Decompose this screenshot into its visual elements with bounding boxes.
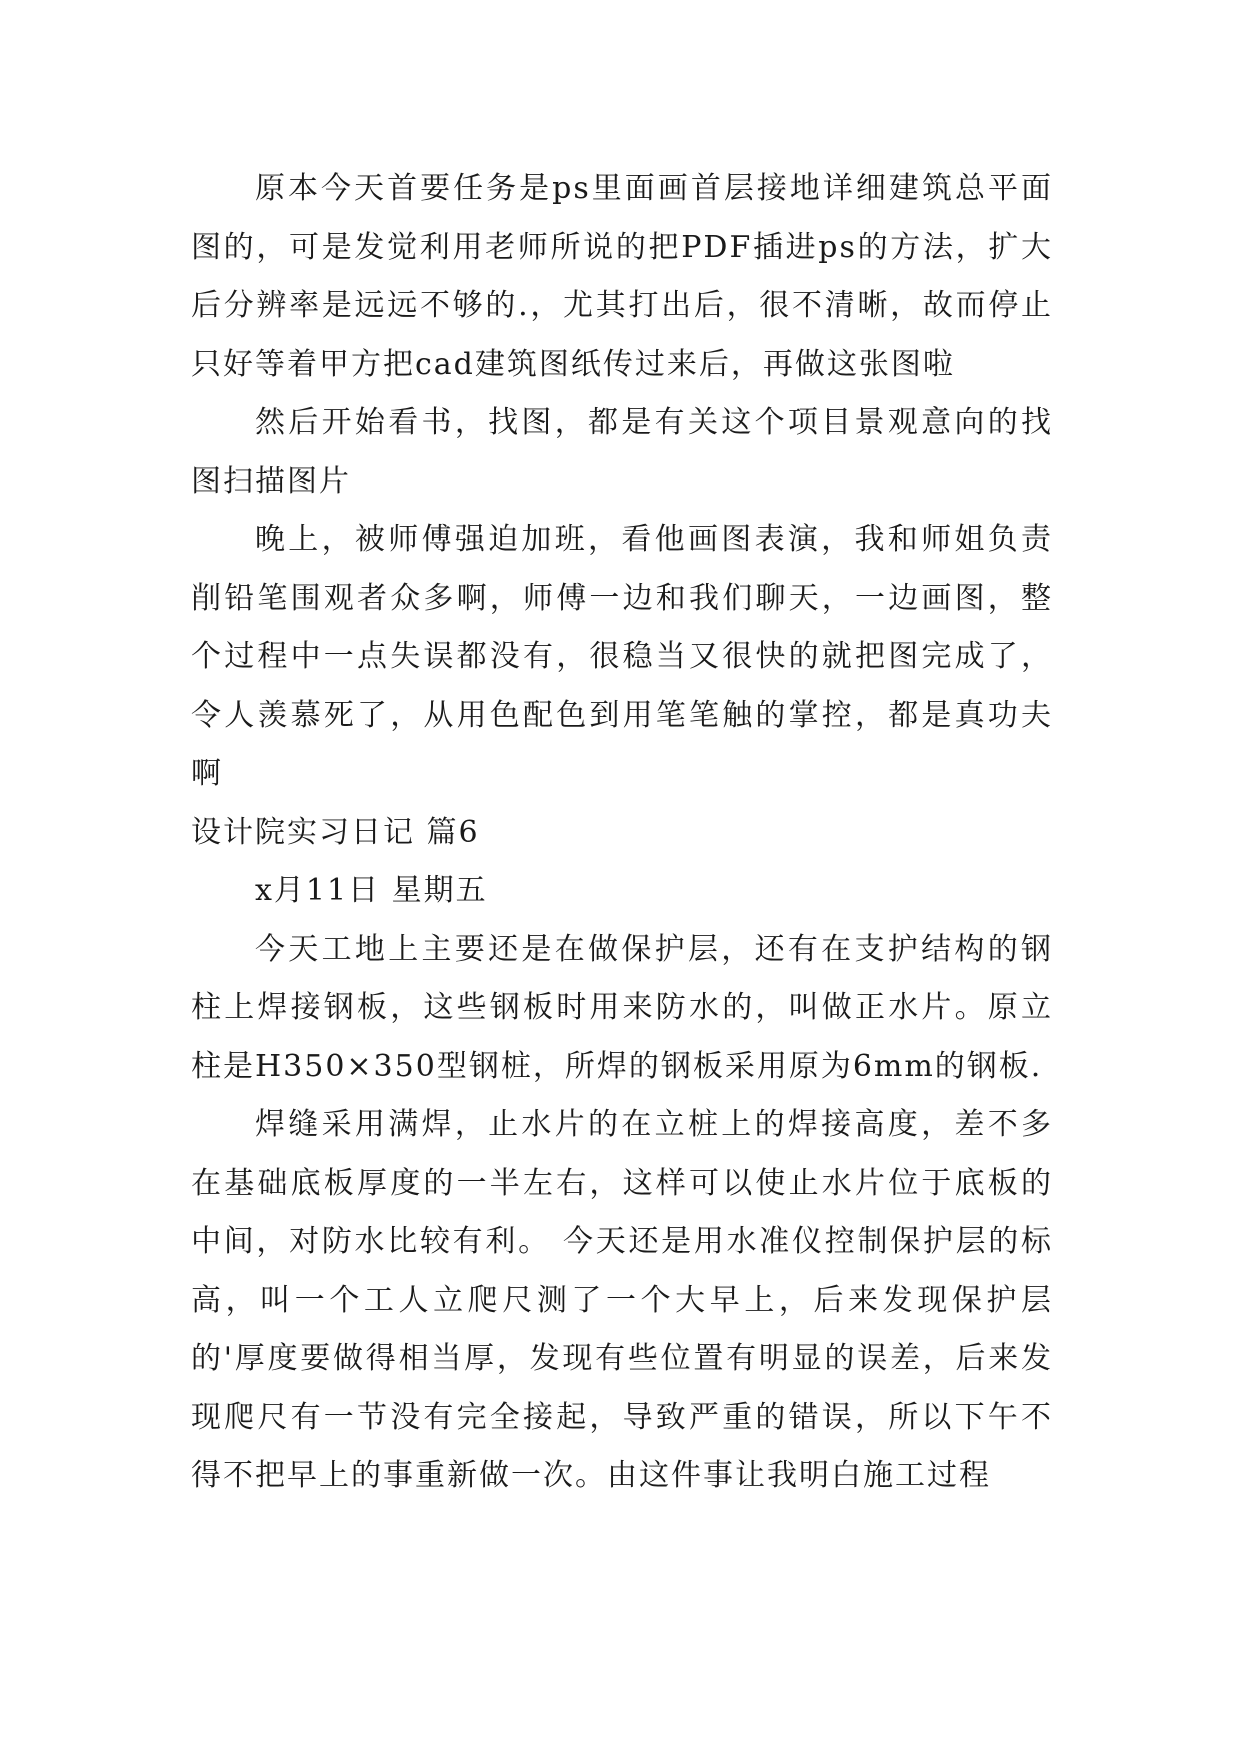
paragraph-reading: 然后开始看书，找图，都是有关这个项目景观意向的找图扫描图片 [191, 405, 1053, 499]
document-body [191, 160, 1053, 1506]
paragraph-welding: 焊缝采用满焊，止水片的在立桩上的焊接高度，差不多在基础底板厚度的一半左右，这样可以使止水片位于底板的中间，对防水比较有利。 今天还是用水准仪控制保护层的标高，叫一个工人立爬尺测了一个大早上，后来发现保护层的'厚度要做得相当厚，发现有些位置有明显的误差，后来发现爬尺有一节没有完全接起，导致严重的错误，所以下午不得不把早上的事重新做一次。由这件事让我明白施工过程 [191, 1107, 1053, 1493]
date-line: x月11日 星期五 [255, 873, 488, 908]
paragraph-ps-task: 原本今天首要任务是ps里面画首层接地详细建筑总平面图的，可是发觉利用老师所说的把PDF插进ps的方法，扩大后分辨率是远远不够的.，尤其打出后，很不清晰，故而停止只好等着甲方把cad建筑图纸传过来后，再做这张图啦 [191, 171, 1053, 382]
section-heading: 设计院实习日记 篇6 [191, 814, 480, 850]
paragraph-overtime: 晚上，被师傅强迫加班，看他画图表演，我和师姐负责削铅笔围观者众多啊，师傅一边和我们聊天，一边画图，整个过程中一点失误都没有，很稳当又很快的就把图完成了，令人羡慕死了，从用色配色到用笔笔触的掌控，都是真功夫啊 [191, 522, 1053, 791]
paragraph-site-work: 今天工地上主要还是在做保护层，还有在支护结构的钢柱上焊接钢板，这些钢板时用来防水的，叫做正水片。原立柱是H350×350型钢桩，所焊的钢板采用原为6mm的钢板. [191, 931, 1053, 1084]
